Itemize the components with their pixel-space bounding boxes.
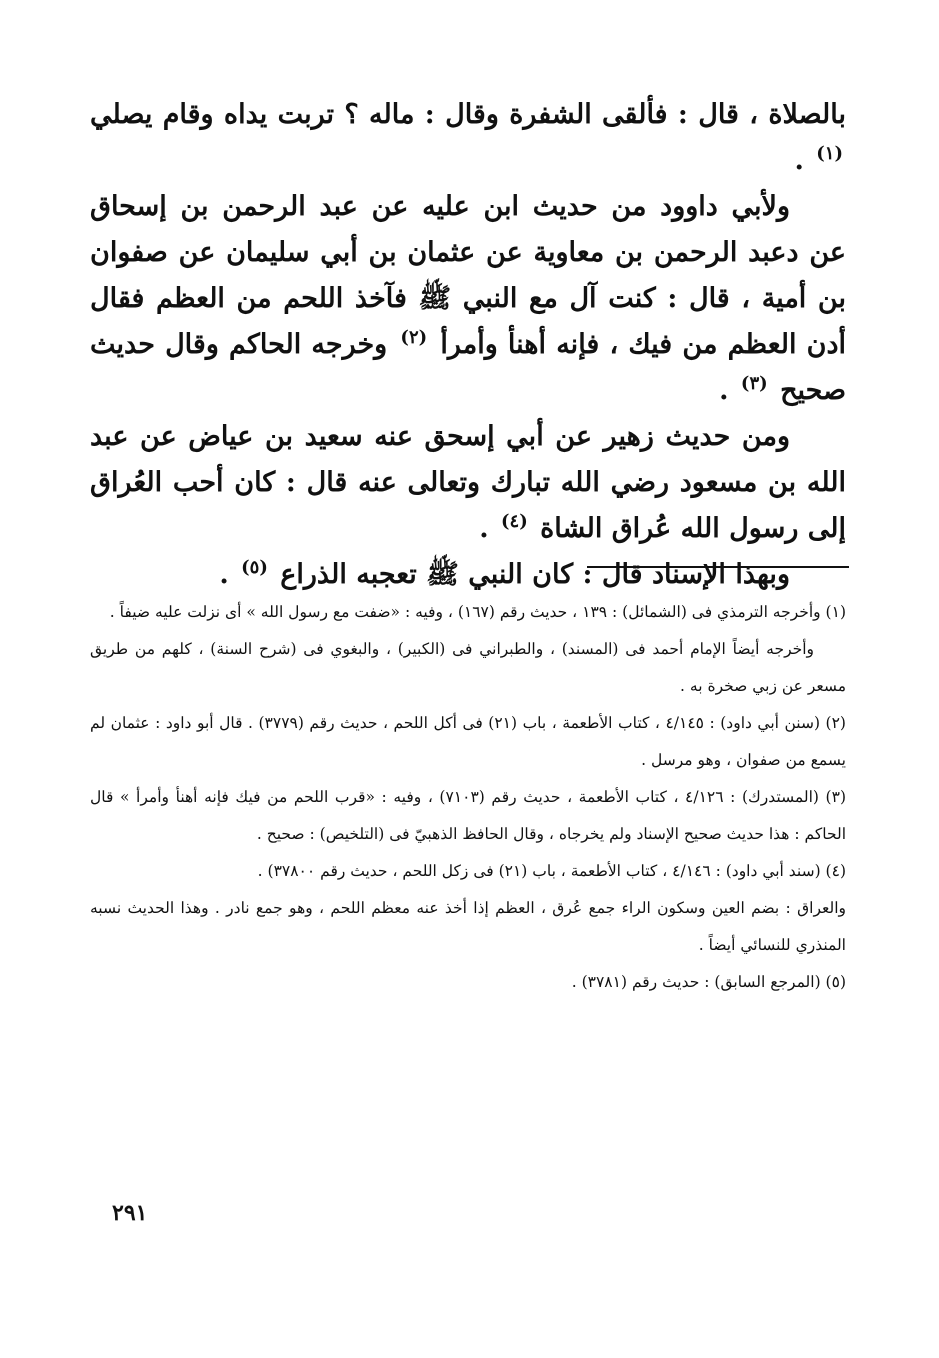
main-body-text	[90, 92, 846, 598]
paragraph-3-text: ومن حديث زهير عن أبي إسحق عنه سعيد بن عياض عن عبد الله بن مسعود رضي الله تبارك وتعالى عنه قال : كان أحب العُراق إلى رسول الله عُراق الشاة	[90, 421, 846, 544]
paragraph-2-text-cont: وخرجه الحاكم وقال حديث صحيح	[90, 329, 846, 406]
paragraph-3-end: .	[479, 513, 489, 544]
paragraph-2-text: ولأبي داوود من حديث ابن عليه عن عبد الرحمن بن إسحاق عن دعبد الرحمن بن معاوية عن عثمان بن أبي سليمان عن صفوان بن أمية ، قال : كنت آل مع النبي ﷺ فآخذ اللحم من العظم فقال أدن العظم من فيك ، فإنه أهنأ وأمرأ	[90, 191, 846, 360]
footnote-ref-2: (٢)	[400, 327, 428, 348]
footnote-5: (٥) (المرجع السابق) : حديث رقم (٣٧٨١) .	[571, 973, 846, 991]
footnote-2: (٢) (سنن أبي داود) : ٤/١٤٥ ، كتاب الأطعمة ، باب (٢١) فى أكل اللحم ، حديث رقم (٣٧٧٩) . قال أبو داود : عثمان لم يسمع من صفوان ، وهو مرسل .	[90, 714, 846, 769]
footnote-3: (٣) (المستدرك) : ٤/١٢٦ ، كتاب الأطعمة ، حديث رقم (٧١٠٣) ، وفيه : «قرب اللحم من فيك فإنه أهنأ وأمرأ » قال الحاكم : هذا حديث صحيح الإسناد ولم يخرجاه ، وقال الحافظ الذهبيّ فى (التلخيص) : صحيح .	[90, 788, 846, 843]
paragraph-1	[90, 92, 846, 184]
paragraph-3	[90, 414, 846, 552]
footnote-4-continuation: والعراق : بضم العين وسكون الراء جمع عُرق ، العظم إذا أخذ عنه معظم اللحم ، وهو جمع نادر . وهذا الحديث نسبه المنذري للنسائي أيضاً .	[90, 899, 846, 954]
paragraph-2	[90, 184, 846, 414]
page-number: ٢٩١	[112, 1200, 148, 1226]
paragraph-2-end: .	[719, 375, 729, 406]
footnotes-section	[90, 594, 846, 1001]
footnote-1-continuation: وأخرجه أيضاً الإمام أحمد فى (المسند) ، والطبراني فى (الكبير) ، والبغوي فى (شرح السنة) ، كلهم من طريق مسعر عن زبي صخرة به .	[90, 640, 846, 695]
footnote-ref-3: (٣)	[740, 373, 768, 394]
footnote-4: (٤) (سند أبي داود) : ٤/١٤٦ ، كتاب الأطعمة ، باب (٢١) فى زكل اللحم ، حديث رقم ٣٧٨٠٠) .	[257, 862, 846, 880]
paragraph-4	[90, 552, 846, 598]
footnote-divider	[587, 566, 849, 568]
paragraph-1-text: بالصلاة ، قال : فألقى الشفرة وقال : ماله ؟ تربت يداه وقام يصلي	[90, 99, 846, 130]
footnote-ref-5: (٥)	[241, 557, 268, 578]
footnote-ref-4: (٤)	[501, 511, 528, 532]
paragraph-4-end: .	[219, 559, 229, 590]
paragraph-4-text: وبهذا الإسناد قال : كان النبي ﷺ تعجبه الذراع	[280, 559, 790, 590]
footnote-ref-1: (١)	[816, 143, 843, 164]
footnote-1: (١) وأخرجه الترمذي فى (الشمائل) : ١٣٩ ، حديث رقم (١٦٧) ، وفيه : «ضفت مع رسول الله » أى نزلت عليه ضيفاً .	[109, 603, 846, 621]
paragraph-1-end: .	[794, 145, 804, 176]
